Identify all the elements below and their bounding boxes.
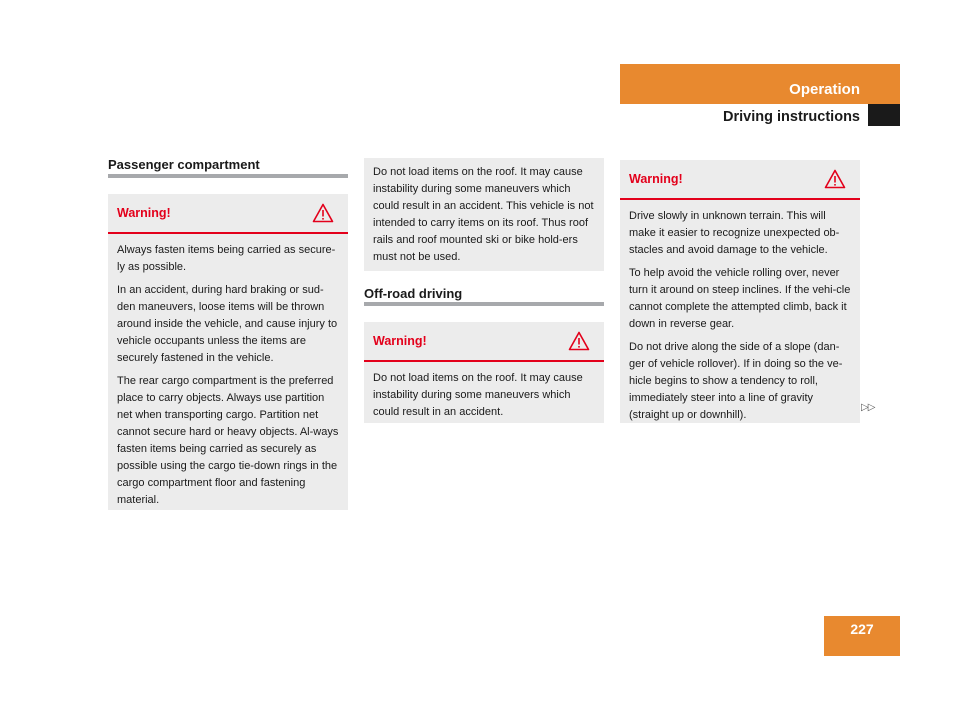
warning-triangle-icon xyxy=(568,331,590,351)
chapter-title: Operation xyxy=(789,81,860,98)
warning-box-passenger xyxy=(108,194,348,510)
warning-paragraph: The rear cargo compartment is the preferred place to carry objects. Always use partition net when transporting cargo. Partition net cannot secure hard or heavy objects. Al-ways fasten items being carried as securely as possible using the cargo tie-down rings in the cargo compartment floor and fastening material. xyxy=(117,375,339,506)
note-paragraph: Do not load items on the roof. It may cause instability during some maneuvers which could result in an accident. This vehicle is not intended to carry items on its roof. Thus roof rails and roof mounted ski or bike hold-ers must not be used. xyxy=(373,166,594,263)
warning-title: Warning! xyxy=(117,206,171,220)
section-title: Driving instructions xyxy=(723,109,860,125)
heading-rule xyxy=(108,174,348,178)
page-number xyxy=(824,616,900,656)
heading-passenger-compartment: Passenger compartment xyxy=(108,157,260,172)
note-body xyxy=(364,158,604,278)
warning-title: Warning! xyxy=(629,172,683,186)
warning-body xyxy=(364,362,604,433)
continue-arrow-icon: ▷▷ xyxy=(861,402,875,413)
warning-paragraph: Do not drive along the side of a slope (dan-ger of vehicle rollover). If in doing so the ve-hicle begins to show a tendency to roll, immediately steer into a line of gravity (straight up or downhill). xyxy=(629,341,843,421)
warning-title: Warning! xyxy=(373,334,427,348)
header-marker-block xyxy=(868,104,900,126)
warning-triangle-icon xyxy=(824,169,846,189)
page-number-label: 227 xyxy=(850,621,874,637)
warning-header xyxy=(620,160,860,200)
warning-body xyxy=(108,234,348,521)
chapter-tab xyxy=(620,64,900,104)
roof-load-note-box xyxy=(364,158,604,271)
heading-off-road-driving: Off-road driving xyxy=(364,286,463,301)
warning-box-offroad xyxy=(620,160,860,423)
warning-box-roof xyxy=(364,322,604,423)
warning-paragraph: Always fasten items being carried as secure-ly as possible. xyxy=(117,244,336,273)
warning-paragraph: Do not load items on the roof. It may cause instability during some maneuvers which could result in an accident. xyxy=(373,372,583,418)
warning-paragraph: To help avoid the vehicle rolling over, never turn it around on steep inclines. If the vehi-cle cannot complete the attempted climb, back it down in reverse gear. xyxy=(629,267,851,330)
warning-header xyxy=(108,194,348,234)
heading-rule xyxy=(364,302,604,306)
warning-body xyxy=(620,200,860,436)
warning-paragraph: In an accident, during hard braking or sud-den maneuvers, loose items will be thrown around inside the vehicle, and cause injury to vehicle occupants unless the items are securely fastened in the vehicle. xyxy=(117,284,338,364)
warning-paragraph: Drive slowly in unknown terrain. This will make it easier to recognize unexpected ob-stacles and avoid damage to the vehicle. xyxy=(629,210,840,256)
warning-header xyxy=(364,322,604,362)
warning-triangle-icon xyxy=(312,203,334,223)
